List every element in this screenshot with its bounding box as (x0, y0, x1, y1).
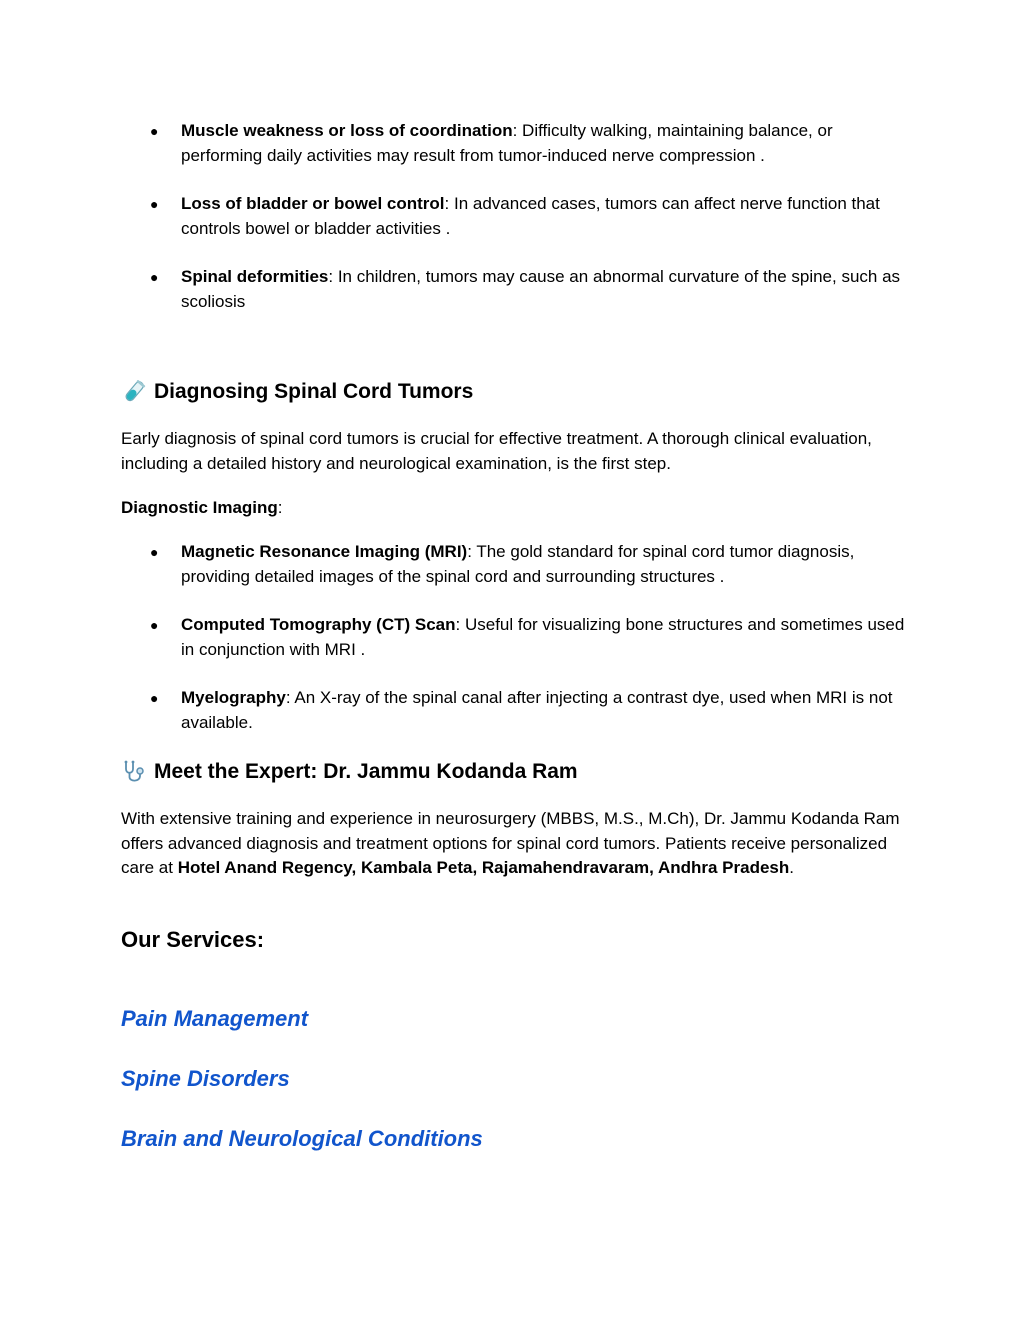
list-item-text (181, 686, 911, 735)
list-item-term: Magnetic Resonance Imaging (MRI) (181, 542, 468, 561)
list-item-desc: : The gold standard for spinal cord tumor diagnosis, providing detailed images of the spinal cord and surrounding structures . (181, 542, 855, 586)
list-item-term: Spinal deformities (181, 267, 329, 286)
list-item-text (181, 540, 911, 589)
service-link-brain-neurological[interactable]: Brain and Neurological Conditions (121, 1126, 483, 1151)
list-item-text (181, 192, 911, 241)
bullet: ● (150, 544, 159, 560)
list-item-desc: : Difficulty walking, maintaining balance, or performing daily activities may result from tumor-induced nerve compression . (181, 121, 833, 165)
section-heading-diagnosing (121, 379, 473, 405)
list-item-term: Loss of bladder or bowel control (181, 194, 445, 213)
imaging-label-colon: : (277, 498, 283, 517)
expert-text-end: . (789, 858, 795, 877)
diagnosing-intro: Early diagnosis of spinal cord tumors is crucial for effective treatment. A thorough clinical evaluation, including a detailed history and neurological examination, is the first step. (121, 429, 872, 473)
bullet: ● (150, 617, 159, 633)
list-item-desc: : In advanced cases, tumors can affect nerve function that controls bowel or bladder activities . (181, 194, 880, 238)
service-link-pain-management[interactable]: Pain Management (121, 1006, 309, 1031)
section-heading-expert (121, 759, 578, 785)
list-item-term: Myelography (181, 688, 286, 707)
bullet: ● (150, 269, 159, 285)
test-tube-icon (121, 379, 147, 405)
list-item-term: Muscle weakness or loss of coordination (181, 121, 513, 140)
heading-text: Diagnosing Spinal Cord Tumors (154, 380, 474, 403)
list-item-desc: : Useful for visualizing bone structures and sometimes used in conjunction with MRI . (181, 615, 905, 659)
stethoscope-icon (121, 759, 147, 785)
imaging-label-text: Diagnostic Imaging (121, 498, 278, 517)
expert-paragraph (121, 807, 911, 881)
bullet: ● (150, 123, 159, 139)
list-item-term: Computed Tomography (CT) Scan (181, 615, 456, 634)
expert-text: With extensive training and experience in neurosurgery (MBBS, M.S., M.Ch), Dr. Jammu Kodanda Ram offers advanced diagnosis and treatment options for spinal cord tumors. Patients receive personalized care at (121, 809, 900, 877)
imaging-label (121, 496, 911, 521)
list-item-text (181, 119, 911, 168)
services-heading: Our Services: (121, 927, 265, 952)
list-item-desc: : An X-ray of the spinal canal after injecting a contrast dye, used when MRI is not available. (181, 688, 893, 732)
bullet: ● (150, 690, 159, 706)
service-link-spine-disorders[interactable]: Spine Disorders (121, 1066, 290, 1091)
heading-text: Meet the Expert: Dr. Jammu Kodanda Ram (154, 760, 578, 783)
list-item-desc: : In children, tumors may cause an abnormal curvature of the spine, such as scoliosis (181, 267, 901, 311)
list-item-text (181, 265, 911, 314)
list-item-text (181, 613, 911, 662)
bullet: ● (150, 196, 159, 212)
expert-location: Hotel Anand Regency, Kambala Peta, Rajamahendravaram, Andhra Pradesh (177, 858, 790, 877)
